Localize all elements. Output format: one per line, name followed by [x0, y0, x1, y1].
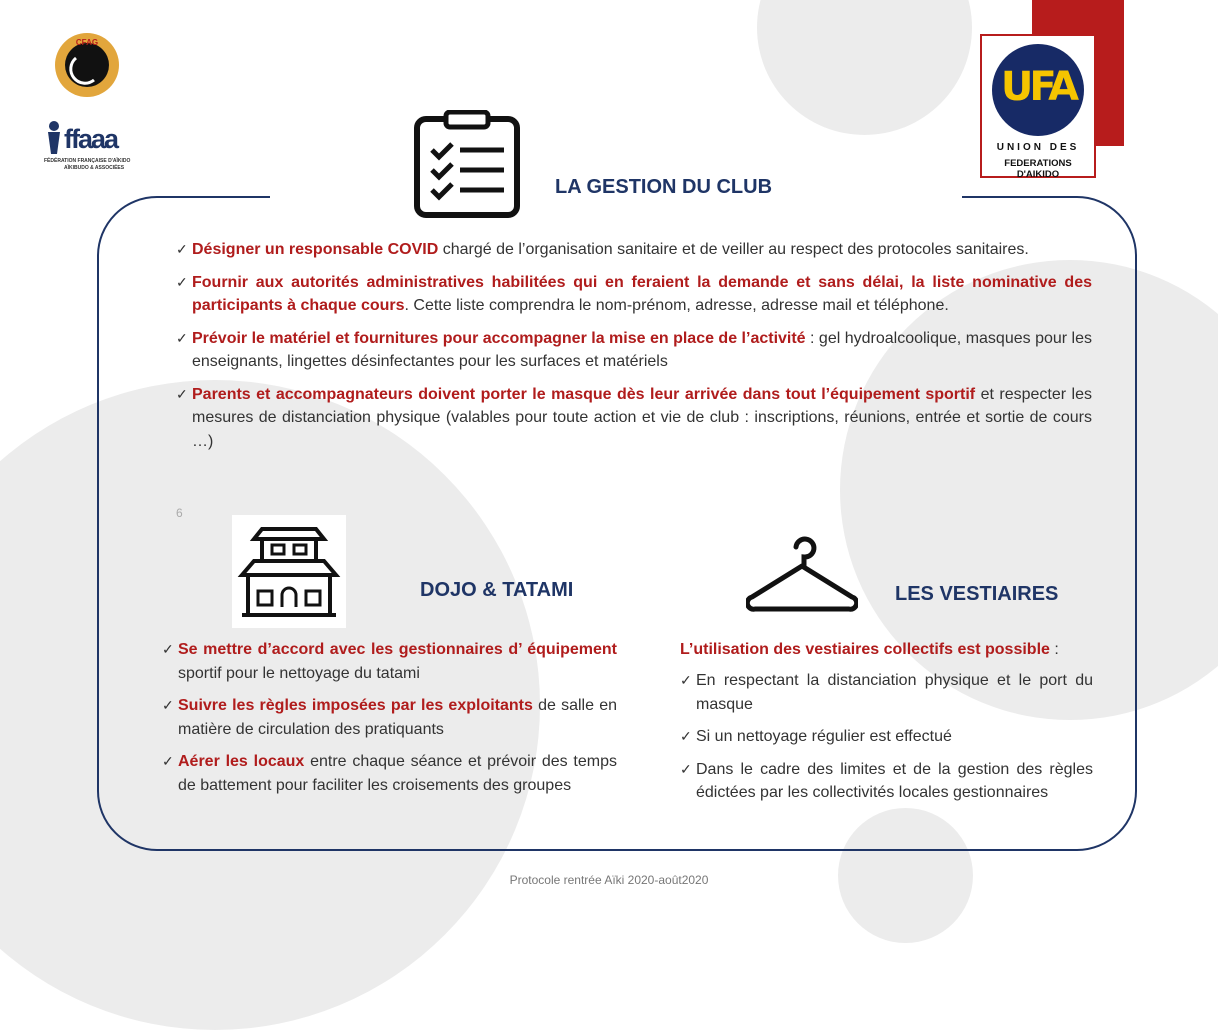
rule-bold: Suivre les règles imposées par les exploitants	[178, 697, 533, 714]
page-number: 6	[176, 506, 183, 520]
rule-bold: Prévoir le matériel et fournitures pour accompagner la mise en place de l’activité	[192, 329, 806, 347]
check-icon: ✓	[162, 641, 174, 657]
list-item	[680, 669, 1093, 716]
list-item	[162, 750, 617, 797]
bg-circle-top	[757, 0, 972, 135]
check-icon: ✓	[680, 672, 692, 688]
vestiaires-intro	[680, 639, 1100, 661]
list-item	[176, 327, 1092, 374]
check-icon: ✓	[176, 329, 188, 346]
ufa-logo-line2: FEDERATIONS D'AIKIDO	[1004, 158, 1072, 180]
dojo-icon-box	[232, 515, 346, 628]
check-icon: ✓	[162, 697, 174, 713]
rule-text: Si un nettoyage régulier est effectué	[696, 728, 952, 745]
list-item	[680, 758, 1093, 805]
ffaaa-logo-text: ffaaa	[64, 124, 118, 154]
ufa-logo-letters: UFA	[1000, 64, 1076, 110]
ufa-logo	[980, 34, 1096, 178]
vestiaires-title: LES VESTIAIRES	[895, 583, 1059, 605]
check-icon: ✓	[176, 273, 188, 290]
footer-text: Protocole rentrée Aïki 2020-août2020	[509, 873, 709, 887]
dojo-title: DOJO & TATAMI	[420, 579, 574, 601]
ufa-logo-line1: UNION DES	[996, 142, 1080, 153]
vestiaires-intro-rest: :	[1049, 641, 1059, 658]
cfag-logo-text: CFAG	[75, 38, 99, 47]
check-icon: ✓	[176, 241, 188, 257]
rule-text: sportif pour le nettoyage du tatami	[178, 664, 420, 682]
rule-text: . Cette liste comprendra le nom-prénom, adresse, adresse mail et téléphone.	[404, 297, 949, 314]
rule-text: Dans le cadre des limites et de la gestion des règles édictées par les collectivités locales gestionnaires	[696, 760, 1093, 801]
vestiaires-rules-list	[680, 669, 1093, 814]
club-rules-list	[176, 238, 1092, 462]
list-item	[176, 271, 1092, 318]
ffaaa-logo-sub2: AÏKIBUDO & ASSOCIÉES	[64, 165, 125, 171]
club-title: LA GESTION DU CLUB	[555, 176, 773, 198]
cfag-logo	[54, 32, 120, 98]
clipboard-checklist-icon	[412, 110, 522, 220]
rule-text: chargé de l’organisation sanitaire et de veiller au respect des protocoles sanitaires.	[438, 241, 1029, 258]
list-item	[176, 383, 1092, 454]
list-item	[680, 725, 1093, 749]
ffaaa-figure-icon	[44, 120, 64, 156]
ufa-logo-circle	[992, 44, 1084, 136]
vestiaires-intro-bold: L’utilisation des vestiaires collectifs est possible	[680, 641, 1050, 658]
hanger-icon	[746, 533, 858, 613]
rule-bold: Aérer les locaux	[178, 753, 305, 770]
dojo-building-icon	[232, 515, 346, 628]
rule-text: de salle en matière de circulation des pratiquants	[178, 697, 617, 738]
rule-bold: Désigner un responsable COVID	[192, 241, 439, 258]
list-item	[162, 694, 617, 741]
rule-text: et respecter les mesures de distanciation physique (valables pour toute action et vie de club : inscriptions, réunions, entrée et sortie de cours …)	[192, 385, 1093, 450]
rule-text: entre chaque séance et prévoir des temps de battement pour faciliter les croisements des groupes	[178, 753, 617, 794]
check-icon: ✓	[162, 753, 174, 769]
ffaaa-logo-sub1: FÉDÉRATION FRANÇAISE D'AÏKIDO	[44, 158, 131, 164]
rule-text: En respectant la distanciation physique et le port du masque	[696, 672, 1093, 713]
ffaaa-logo	[44, 120, 140, 176]
dojo-rules-list	[162, 638, 617, 806]
check-icon: ✓	[680, 728, 692, 744]
check-icon: ✓	[680, 760, 692, 777]
rule-bold: Se mettre d’accord avec les gestionnaires d’ équipement	[178, 641, 617, 658]
list-item	[176, 238, 1092, 262]
rule-bold: Fournir aux autorités administratives habilitées qui en feraient la demande et sans délai, la liste nominative des participants à chaque cours	[192, 273, 1092, 314]
rule-bold: Parents et accompagnateurs doivent porter le masque dès leur arrivée dans tout l’équipement sportif	[192, 385, 976, 403]
rule-text: : gel hydroalcoolique, masques pour les enseignants, lingettes désinfectantes pour les surfaces et matériels	[192, 329, 1093, 370]
list-item	[162, 638, 617, 685]
check-icon: ✓	[176, 385, 188, 402]
